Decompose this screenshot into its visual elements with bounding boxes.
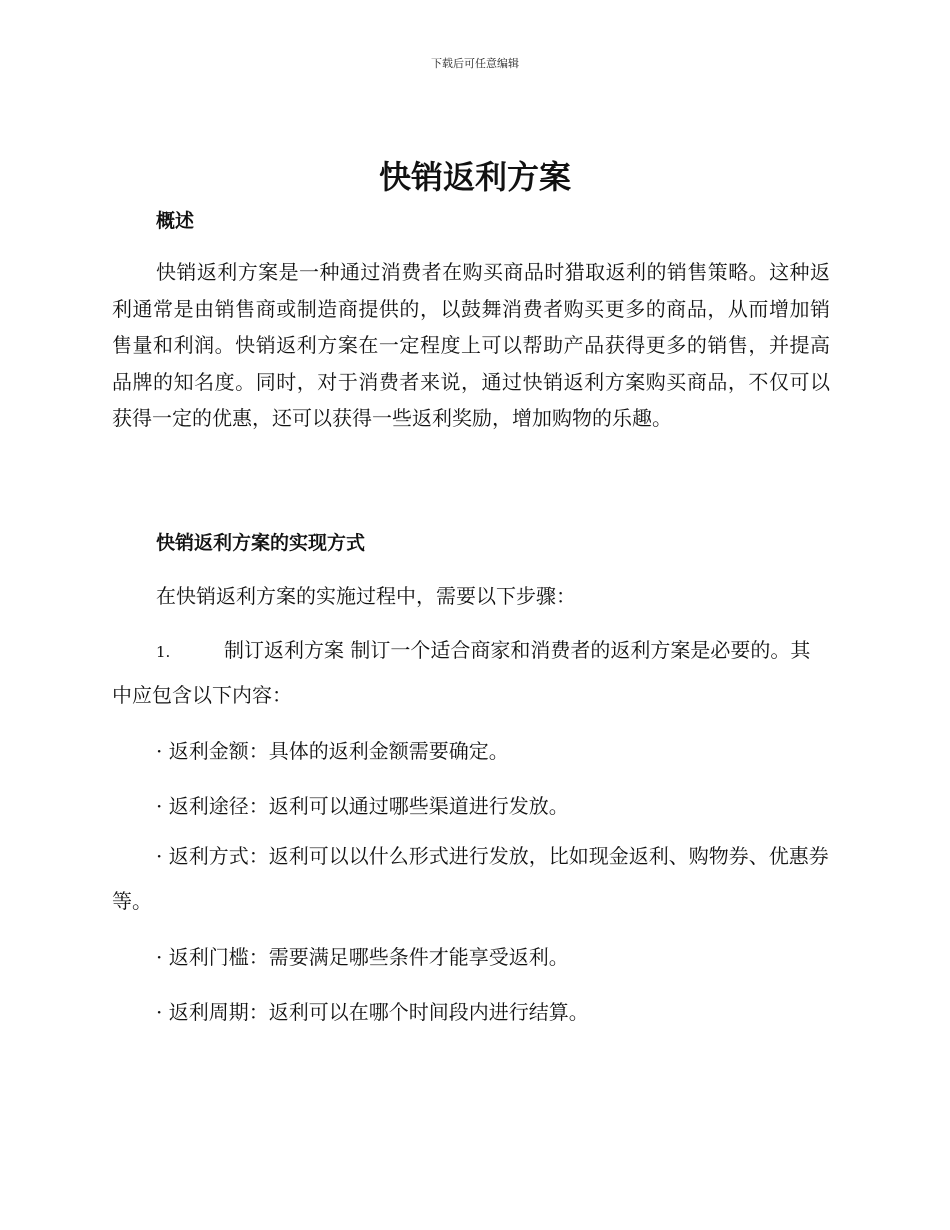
bullet-item: · 返利门槛：需要满足哪些条件才能享受返利。 bbox=[156, 945, 569, 969]
step-1 bbox=[112, 629, 830, 717]
implementation-intro: 在快销返利方案的实施过程中，需要以下步骤： bbox=[156, 584, 576, 608]
step-1-text: 制订返利方案 制订一个适合商家和消费者的返利方案是必要的。其中应包含以下内容： bbox=[112, 638, 811, 707]
overview-paragraph: 快销返利方案是一种通过消费者在购买商品时猎取返利的销售策略。这种返利通常是由销售商或制造商提供的，以鼓舞消费者购买更多的商品，从而增加销售量和利润。快销返利方案在一定程度上可以帮助产品获得更多的销售，并提高品牌的知名度。同时，对于消费者来说，通过快销返利方案购买商品，不仅可以获得一定的优惠，还可以获得一些返利奖励，增加购物的乐趣。 bbox=[112, 260, 830, 431]
document-title: 快销返利方案 bbox=[378, 158, 571, 196]
bullet-item: · 返利金额：具体的返利金额需要确定。 bbox=[156, 739, 509, 763]
implementation-heading: 快销返利方案的实现方式 bbox=[156, 532, 366, 554]
bullet-item: · 返利途径：返利可以通过哪些渠道进行发放。 bbox=[156, 794, 569, 818]
overview-heading: 概述 bbox=[156, 210, 195, 232]
bullet-item: · 返利方式：返利可以以什么形式进行发放，比如现金返利、购物券、优惠券等。 bbox=[112, 844, 829, 913]
bullet-item: · 返利周期：返利可以在哪个时间段内进行结算。 bbox=[156, 1000, 589, 1024]
step-1-number: 1. bbox=[156, 643, 171, 661]
header-note: 下载后可任意编辑 bbox=[431, 57, 519, 70]
